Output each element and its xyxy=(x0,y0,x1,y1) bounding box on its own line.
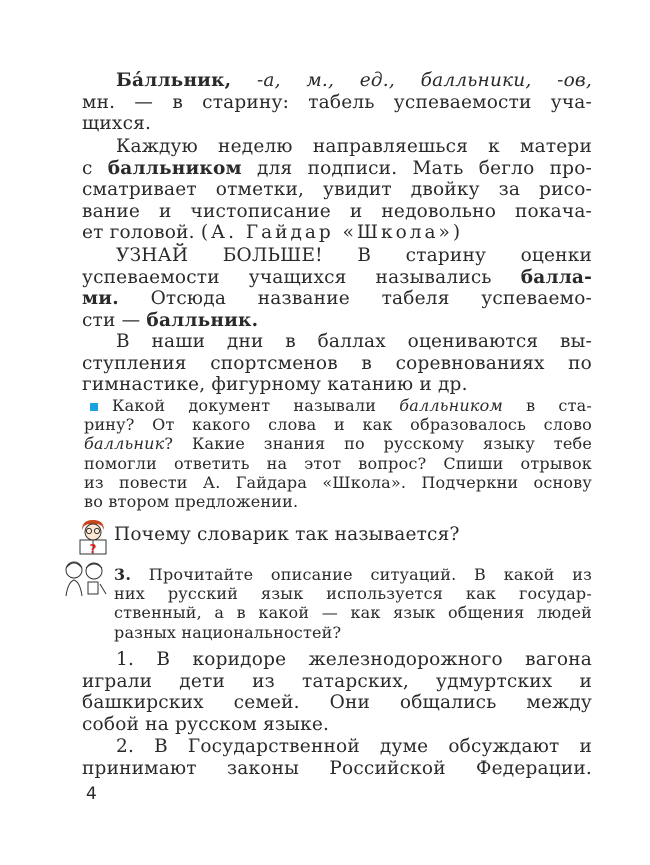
reading-boy-icon xyxy=(76,518,110,556)
situation-1: 1. В коридоре железнодорожного вагона играли дети из татарских, удмуртских и башкирских семей. Они общались между собой на русском языке. xyxy=(82,649,592,735)
quote-source: (А. Гайдар «Школа») xyxy=(200,222,464,244)
quote-line: сматривает отметки, увидит двойку за рисо- xyxy=(82,179,592,201)
entry-definition: мн. — в старину: табель успеваемости уча- xyxy=(82,91,592,113)
task-paragraph: Какой документ называли балльником в ста- рину? От какого слова и как образовалось слово балльник? Какие знания по русскому языку тебе помогли ответить на этот вопрос? Спиши отрывок из повести А. Гайдара «Школа». Подчеркни основу во втором предложении. xyxy=(84,396,592,512)
bullet-icon xyxy=(90,403,98,411)
entry-definition-end: щихся. xyxy=(82,113,152,135)
bold-term: балльником xyxy=(107,157,242,179)
svg-text:?: ? xyxy=(89,542,97,556)
page-number: 4 xyxy=(86,784,97,804)
exercise-3: 3. Прочитайте описание ситуаций. В какой из них русский язык используется как государ- ственный, а в какой — как язык общения людей разных национальностей? xyxy=(114,565,592,642)
exercise-number: 3. xyxy=(114,565,132,584)
quote-paragraph: Каждую неделю направляешься к матери с балльником для подписи. Мать бегло про- сматривает отметки, увидит двойку за рисо- вание и чистописание и недовольно покача- ет головой. (А. Гайдар «Школа») xyxy=(82,136,592,244)
nowadays-paragraph: В наши дни в баллах оцениваются вы- ступления спортсменов в соревнованиях по гимнастике, фигурному катанию и др. xyxy=(82,331,592,396)
headword: Ба́лльник, xyxy=(116,70,232,91)
question-line: Почему словарик так называется? xyxy=(114,524,460,545)
situation-2: 2. В Государственной думе обсуждают и принимают законы Российской Федерации. xyxy=(82,736,592,779)
quote-line: Каждую неделю направляешься к матери xyxy=(116,136,592,157)
quote-line: вание и чистописание и недовольно покача- xyxy=(82,200,592,222)
learn-more-heading: УЗНАЙ БОЛЬШЕ! xyxy=(116,245,323,266)
grammar-info: -а, м., ед., балльники, -ов, xyxy=(256,70,592,91)
dictionary-entry xyxy=(82,70,592,135)
learn-more-paragraph: УЗНАЙ БОЛЬШЕ! В старину оценки успеваемости учащихся назывались балла- ми. Отсюда название табеля успеваемо- сти — балльник. xyxy=(82,245,592,331)
discussion-kids-icon xyxy=(62,558,108,598)
